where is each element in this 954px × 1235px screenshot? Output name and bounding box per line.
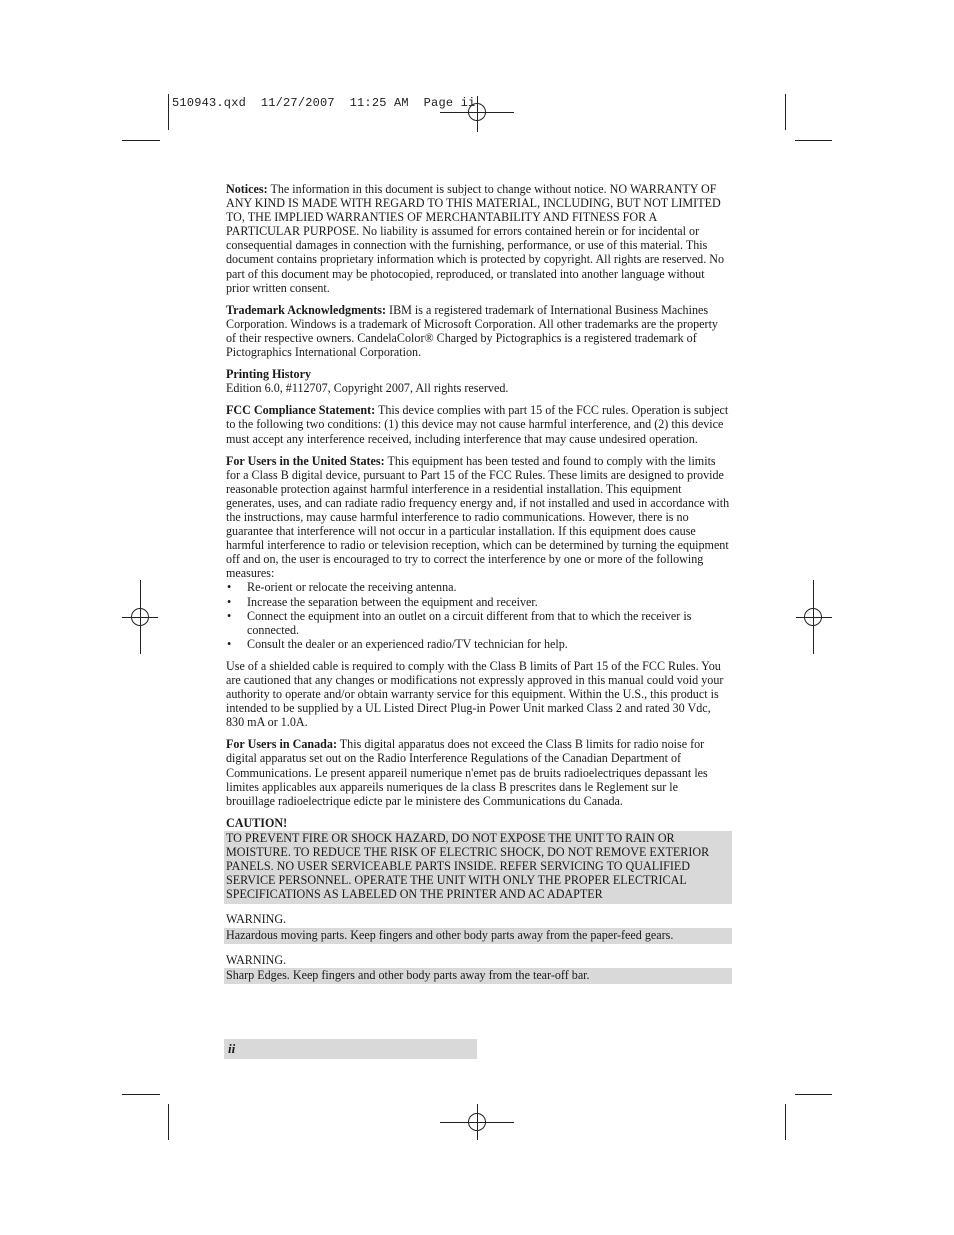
warning-heading: WARNING. <box>226 912 287 927</box>
fcc-text: This device complies with part 15 of the FCC rules. Operation is subject to the following two conditions: (1) this device may not cause harmful interference, and (2) this device must accept any interference received, including interference that may cause undesired operation. <box>226 403 729 446</box>
crop-mark-top-right-vertical <box>785 94 786 130</box>
warning-heading: WARNING. <box>226 952 287 967</box>
printing-history-text: Edition 6.0, #112707, Copyright 2007, All rights reserved. <box>226 381 509 396</box>
notices-label: Notices: <box>226 182 268 196</box>
document-body <box>226 182 730 993</box>
registration-top-circle <box>468 103 486 121</box>
caution-heading: CAUTION! <box>226 815 288 830</box>
crop-mark-bottom-right-vertical <box>785 1104 786 1140</box>
registration-left-circle <box>131 608 149 626</box>
canada-paragraph <box>226 737 730 807</box>
crop-mark-bottom-right-horizontal <box>795 1094 832 1095</box>
warning-box-moving-parts: Hazardous moving parts. Keep fingers and other body parts away from the paper-feed gears. <box>224 928 732 944</box>
trademark-paragraph <box>226 303 730 359</box>
us-users-text: This equipment has been tested and found to comply with the limits for a Class B digital device, pursuant to Part 15 of the FCC Rules. These limits are designed to provide reasonable protection against harmful interference in a residential installation. This equipment generates, uses, and can radiate radio frequency energy and, if not installed and used in accordance with the instructions, may cause harmful interference to radio communications. However, there is no guarantee that interference will not occur in a particular installation. If this equipment does cause harmful interference to radio or television reception, which can be determined by turning the equipment off and on, the user is encouraged to try to correct the interference by one or more of the following measures: <box>226 453 730 581</box>
crop-mark-top-right-horizontal <box>795 140 832 141</box>
printing-history-paragraph <box>226 367 730 395</box>
page-number: ii <box>228 1041 236 1056</box>
interference-measures-list <box>226 580 730 650</box>
list-item: • Re-orient or relocate the receiving antenna. <box>226 580 730 594</box>
printing-history-label: Printing History <box>226 367 311 382</box>
shielded-cable-paragraph: Use of a shielded cable is required to comply with the Class B limits of Part 15 of the FCC Rules. You are cautioned that any changes or modifications not expressly approved in this manual could void your authority to operate and/or obtain warranty service for this equipment. Within the U.S., this product is intended to be supplied by a UL Listed Direct Plug-in Power Unit marked Class 2 and rated 30 Vdc, 830 mA or 1.0A. <box>226 658 724 730</box>
fcc-paragraph <box>226 403 730 445</box>
crop-mark-top-left-vertical <box>168 94 169 130</box>
canada-label: For Users in Canada: <box>226 737 337 752</box>
us-users-label: For Users in the United States: <box>226 453 385 468</box>
trademark-text: IBM is a registered trademark of International Business Machines Corporation. Windows is a trademark of Microsoft Corporation. All other trademarks are the property of their respective owners. CandelaColor® Charged by Pictographics is a registered trademark of Pictographics International Corporation. <box>226 302 718 360</box>
trademark-label: Trademark Acknowledgments: <box>226 302 387 317</box>
caution-box: TO PREVENT FIRE OR SHOCK HAZARD, DO NOT EXPOSE THE UNIT TO RAIN OR MOISTURE. TO REDUCE THE RISK OF ELECTRIC SHOCK, DO NOT REMOVE EXTERIOR PANELS. NO USER SERVICEABLE PARTS INSIDE. REFER SERVICING TO QUALIFIED SERVICE PERSONNEL. OPERATE THE UNIT WITH ONLY THE PROPER ELECTRICAL SPECIFICATIONS AS LABELED ON THE PRINTER AND AC ADAPTER <box>224 831 732 904</box>
list-item: • Consult the dealer or an experienced radio/TV technician for help. <box>226 637 730 651</box>
page-folio <box>224 1039 477 1059</box>
list-item: • Increase the separation between the equipment and receiver. <box>226 595 730 609</box>
registration-bottom-circle <box>468 1113 486 1131</box>
warning-box-sharp-edges: Sharp Edges. Keep fingers and other body parts away from the tear-off bar. <box>224 968 732 984</box>
crop-mark-top-left-horizontal <box>122 140 160 141</box>
us-users-paragraph <box>226 454 730 581</box>
crop-mark-bottom-left-horizontal <box>122 1094 160 1095</box>
crop-mark-bottom-left-vertical <box>168 1104 169 1140</box>
notices-paragraph <box>226 182 730 295</box>
notices-text: The information in this document is subject to change without notice. NO WARRANTY OF ANY KIND IS MADE WITH REGARD TO THIS MATERIAL, INCLUDING, BUT NOT LIMITED TO, THE IMPLIED WARRANTIES OF MERCHANTABILITY AND FITNESS FOR A PARTICULAR PURPOSE. No liability is assumed for errors contained herein or for incidental or consequential damages in connection with the furnishing, performance, or use of this material. This document contains proprietary information which is protected by copyright. All rights are reserved. No part of this document may be photocopied, reproduced, or translated into another language without prior written consent. <box>226 182 725 295</box>
list-item: • Connect the equipment into an outlet on a circuit different from that to which the receiver is connected. <box>226 609 730 637</box>
fcc-label: FCC Compliance Statement: <box>226 403 376 418</box>
canada-text: This digital apparatus does not exceed the Class B limits for radio noise for digital apparatus set out on the Radio Interference Regulations of the Canadian Department of Communications. Le present appareil numerique n'emet pas de bruits radioelectriques depassant les limites applicables aux appareils numeriques de la class B prescrites dans le Reglement sur le brouillage radioelectrique edicte par le ministere des Communications du Canada. <box>226 737 708 808</box>
printer-slug: 510943.qxd 11/27/2007 11:25 AM Page ii <box>172 96 476 110</box>
registration-right-circle <box>804 608 822 626</box>
